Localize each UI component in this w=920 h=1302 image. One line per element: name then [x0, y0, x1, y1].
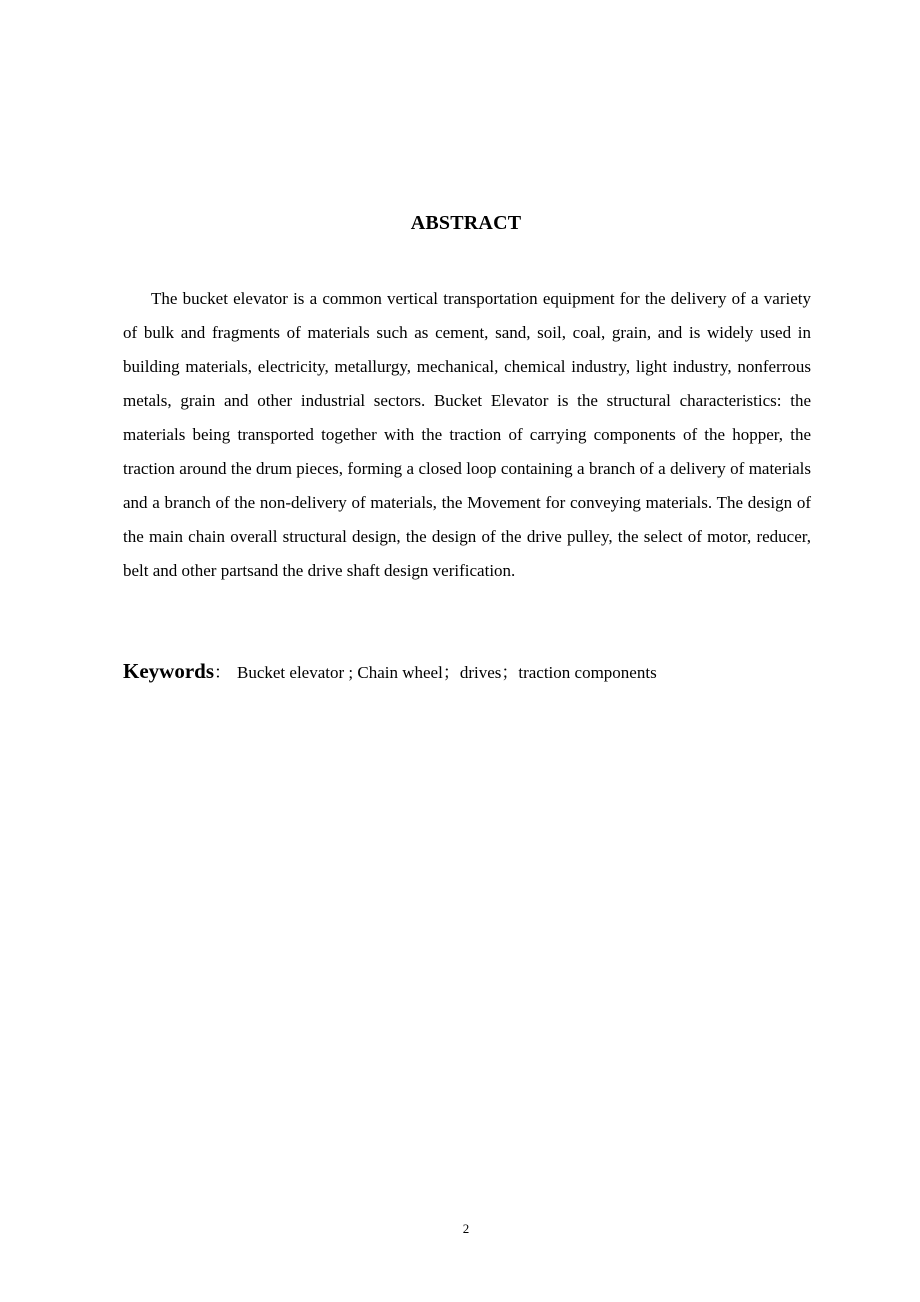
keywords-line: [123, 656, 811, 688]
abstract-title: ABSTRACT: [410, 212, 522, 234]
keywords-separator: ：: [214, 663, 231, 682]
keywords-label: Keywords: [123, 659, 214, 683]
keywords-text: Bucket elevator ; Chain wheel；drives；traction components: [237, 663, 657, 682]
abstract-body: The bucket elevator is a common vertical transportation equipment for the delivery of a variety of bulk and fragments of materials such as cement, sand, soil, coal, grain, and is widely used in building materials, electricity, metallurgy, mechanical, chemical industry, light industry, nonferrous metals, grain and other industrial sectors. Bucket Elevator is the structural characteristics: the materials being transported together with the traction of carrying components of the hopper, the traction around the drum pieces, forming a closed loop containing a branch of a delivery of materials and a branch of the non-delivery of materials, the Movement for conveying materials. The design of the main chain overall structural design, the design of the drive pulley, the select of motor, reducer, belt and other partsand the drive shaft design verification.: [123, 289, 811, 580]
page-number: 2: [462, 1221, 470, 1236]
